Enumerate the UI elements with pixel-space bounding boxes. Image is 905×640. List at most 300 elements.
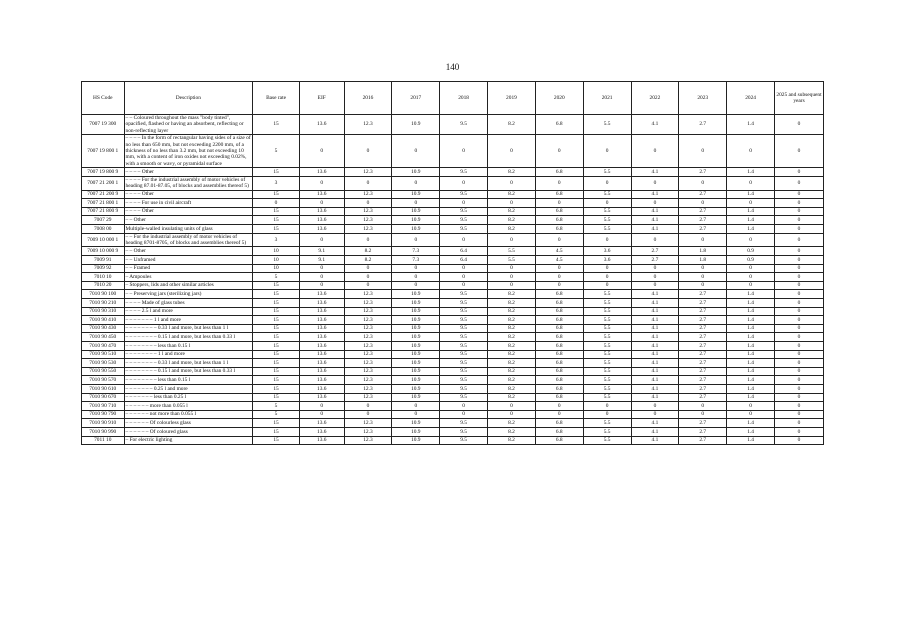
- rate-cell: 0: [488, 176, 536, 190]
- rate-cell: 1.4: [727, 427, 775, 436]
- rate-cell: 2.7: [679, 316, 727, 325]
- rate-cell: 4.1: [631, 436, 679, 445]
- rate-cell: 0: [631, 281, 679, 290]
- rate-cell: 0: [775, 324, 824, 333]
- rate-cell: 13.6: [299, 436, 344, 445]
- rate-cell: 10.9: [392, 359, 440, 368]
- description-cell: – – – – Made of glass tubes: [124, 299, 253, 308]
- rate-cell: 0: [344, 281, 392, 290]
- rate-cell: 0: [775, 410, 824, 419]
- rate-cell: 15: [253, 190, 300, 199]
- rate-cell: 10.9: [392, 367, 440, 376]
- rate-cell: 8.2: [488, 350, 536, 359]
- rate-cell: 5.5: [583, 436, 631, 445]
- rate-cell: 0: [299, 264, 344, 273]
- rate-cell: 0: [775, 190, 824, 199]
- description-cell: – – – – Other: [124, 168, 253, 177]
- rate-cell: 15: [253, 307, 300, 316]
- hs-code-cell: 7010 90 100: [82, 290, 125, 299]
- rate-cell: 8.2: [488, 225, 536, 234]
- rate-cell: 9.1: [299, 247, 344, 256]
- rate-cell: 0: [535, 281, 583, 290]
- rate-cell: 13.6: [299, 350, 344, 359]
- description-cell: – – – – – – – – less than 0.15 l: [124, 341, 253, 350]
- rate-cell: 15: [253, 281, 300, 290]
- rate-cell: 8.2: [344, 247, 392, 256]
- rate-cell: 8.2: [488, 216, 536, 225]
- rate-cell: 4.1: [631, 376, 679, 385]
- description-cell: – – – – – – – 1 l and more: [124, 316, 253, 325]
- rate-cell: 0.9: [727, 256, 775, 265]
- rate-cell: 5.5: [583, 359, 631, 368]
- rate-cell: 2.7: [679, 341, 727, 350]
- rate-cell: 9.5: [440, 190, 488, 199]
- table-row: [82, 247, 824, 256]
- rate-cell: 0: [775, 247, 824, 256]
- rate-cell: 4.1: [631, 225, 679, 234]
- rate-cell: 9.5: [440, 419, 488, 428]
- rate-cell: 15: [253, 299, 300, 308]
- column-header: 2017: [392, 82, 440, 115]
- rate-cell: 10.9: [392, 350, 440, 359]
- hs-code-cell: 7010 90 530: [82, 359, 125, 368]
- rate-cell: 9.5: [440, 367, 488, 376]
- rate-cell: 0: [679, 402, 727, 411]
- rate-cell: 15: [253, 393, 300, 402]
- rate-cell: 5.5: [583, 115, 631, 135]
- rate-cell: 0: [488, 199, 536, 208]
- description-cell: – – – – – – – – less than 0.15 l: [124, 376, 253, 385]
- rate-cell: 0: [679, 281, 727, 290]
- rate-cell: 0: [583, 135, 631, 168]
- rate-cell: 15: [253, 359, 300, 368]
- column-header: HS Code: [82, 82, 125, 115]
- rate-cell: 6.8: [535, 299, 583, 308]
- rate-cell: 4.1: [631, 307, 679, 316]
- description-cell: – – Other: [124, 247, 253, 256]
- rate-cell: 0: [775, 264, 824, 273]
- rate-cell: 10.9: [392, 436, 440, 445]
- table-row: [82, 333, 824, 342]
- rate-cell: 0: [631, 135, 679, 168]
- rate-cell: 12.3: [344, 290, 392, 299]
- rate-cell: 0: [727, 273, 775, 282]
- rate-cell: 8.2: [488, 324, 536, 333]
- rate-cell: 0: [488, 264, 536, 273]
- rate-cell: 13.6: [299, 341, 344, 350]
- rate-cell: 1.4: [727, 393, 775, 402]
- rate-cell: 8.2: [344, 256, 392, 265]
- rate-cell: 10.9: [392, 427, 440, 436]
- rate-cell: 0: [727, 135, 775, 168]
- rate-cell: 13.6: [299, 299, 344, 308]
- rate-cell: 0: [440, 402, 488, 411]
- rate-cell: 12.3: [344, 427, 392, 436]
- rate-cell: 9.5: [440, 393, 488, 402]
- rate-cell: 2.7: [679, 359, 727, 368]
- description-cell: – – – – – – – – 0.15 l and more, but less than 0.33 l: [124, 333, 253, 342]
- rate-cell: 0: [344, 135, 392, 168]
- hs-code-cell: 7010 90 910: [82, 419, 125, 428]
- hs-code-cell: 7007 19 800 9: [82, 168, 125, 177]
- hs-code-cell: 7010 10: [82, 273, 125, 282]
- rate-cell: 9.5: [440, 350, 488, 359]
- rate-cell: 0: [488, 402, 536, 411]
- rate-cell: 2.7: [679, 384, 727, 393]
- rate-cell: 15: [253, 436, 300, 445]
- rate-cell: 0: [775, 225, 824, 234]
- rate-cell: 4.5: [535, 256, 583, 265]
- rate-cell: 0: [775, 359, 824, 368]
- rate-cell: 13.6: [299, 324, 344, 333]
- rate-cell: 8.2: [488, 367, 536, 376]
- rate-cell: 2.7: [679, 207, 727, 216]
- rate-cell: 5: [253, 410, 300, 419]
- description-cell: – – Coloured throughout the mass "body tinted", opacified, flashed or having an absorbent, reflecting or non-reflecting layer: [124, 115, 253, 135]
- column-header: EIF: [299, 82, 344, 115]
- rate-cell: 2.7: [679, 216, 727, 225]
- table-row: [82, 190, 824, 199]
- table-row: [82, 176, 824, 190]
- rate-cell: 1.4: [727, 316, 775, 325]
- rate-cell: 5.5: [583, 290, 631, 299]
- description-cell: – – – – – – not more than 0.055 l: [124, 410, 253, 419]
- hs-code-cell: 7007 21 200 9: [82, 190, 125, 199]
- description-cell: – – – – 2.5 l and more: [124, 307, 253, 316]
- rate-cell: 0: [535, 402, 583, 411]
- rate-cell: 0: [631, 176, 679, 190]
- rate-cell: 1.4: [727, 341, 775, 350]
- rate-cell: 2.7: [679, 190, 727, 199]
- rate-cell: 9.5: [440, 290, 488, 299]
- rate-cell: 0: [679, 135, 727, 168]
- description-cell: – Ampoules: [124, 273, 253, 282]
- table-row: [82, 376, 824, 385]
- rate-cell: 6.8: [535, 427, 583, 436]
- rate-cell: 6.8: [535, 207, 583, 216]
- rate-cell: 5.5: [583, 333, 631, 342]
- description-cell: – – – – In the form of rectangular having sides of a size of no less than 650 mm, but not exceeding 2200 mm, of a thickness of no less than 3.2 mm, but not exceeding 10 mm, with a content of iron oxides not exceeding 0.02%, with a smooth or wavy, or pyramidal surface: [125, 135, 251, 167]
- rate-cell: 0: [775, 199, 824, 208]
- rate-cell: 5.5: [583, 376, 631, 385]
- table-row: [82, 216, 824, 225]
- rate-cell: 0: [583, 233, 631, 247]
- rate-cell: 0: [775, 393, 824, 402]
- rate-cell: 0: [775, 233, 824, 247]
- rate-cell: 3.6: [583, 256, 631, 265]
- hs-code-cell: 7010 20: [82, 281, 125, 290]
- rate-cell: 12.3: [344, 207, 392, 216]
- description-cell: – – – – – – more than 0.055 l: [124, 402, 253, 411]
- rate-cell: 10.9: [392, 190, 440, 199]
- rate-cell: 7.3: [392, 256, 440, 265]
- table-row: [82, 273, 824, 282]
- description-cell: – – – – – – Of coloured glass: [124, 427, 253, 436]
- rate-cell: 0: [488, 233, 536, 247]
- description-cell: – – – – Other: [124, 207, 253, 216]
- hs-code-cell: 7007 21 200 1: [82, 176, 125, 190]
- rate-cell: 0: [727, 281, 775, 290]
- rate-cell: 0: [775, 207, 824, 216]
- table-row: [82, 316, 824, 325]
- rate-cell: 15: [253, 341, 300, 350]
- rate-cell: 0: [392, 402, 440, 411]
- rate-cell: 5.5: [488, 247, 536, 256]
- rate-cell: 6.8: [535, 393, 583, 402]
- rate-cell: 6.8: [535, 115, 583, 135]
- rate-cell: 5.5: [583, 207, 631, 216]
- table-row: [82, 436, 824, 445]
- rate-cell: 6.8: [535, 225, 583, 234]
- rate-cell: 0.9: [727, 247, 775, 256]
- rate-cell: 0: [583, 273, 631, 282]
- rate-cell: 9.5: [440, 324, 488, 333]
- rate-cell: 13.6: [299, 419, 344, 428]
- rate-cell: 0: [775, 176, 824, 190]
- rate-cell: 12.3: [344, 384, 392, 393]
- rate-cell: 5.5: [583, 324, 631, 333]
- description-cell: – – – – – – – 0.25 l and more: [124, 384, 253, 393]
- rate-cell: 6.8: [535, 190, 583, 199]
- rate-cell: 6.8: [535, 419, 583, 428]
- rate-cell: 10.9: [392, 290, 440, 299]
- hs-code-cell: 7010 90 410: [82, 316, 125, 325]
- rate-cell: 10: [253, 247, 300, 256]
- rate-cell: 2.7: [679, 427, 727, 436]
- rate-cell: 8.2: [488, 115, 536, 135]
- rate-cell: 6.8: [535, 316, 583, 325]
- rate-cell: 9.5: [440, 316, 488, 325]
- table-row: [82, 393, 824, 402]
- hs-code-cell: 7010 90 610: [82, 384, 125, 393]
- rate-cell: 8.2: [488, 168, 536, 177]
- rate-cell: 0: [583, 410, 631, 419]
- rate-cell: 8.2: [488, 419, 536, 428]
- table-row: [82, 225, 824, 234]
- hs-code-cell: 7007 19 300: [82, 115, 125, 135]
- rate-cell: 2.7: [679, 307, 727, 316]
- rate-cell: 9.5: [440, 333, 488, 342]
- rate-cell: 0: [392, 273, 440, 282]
- rate-cell: 0: [392, 264, 440, 273]
- rate-cell: 8.2: [488, 376, 536, 385]
- hs-code-cell: 7011 10: [82, 436, 125, 445]
- rate-cell: 0: [535, 176, 583, 190]
- rate-cell: 0: [583, 176, 631, 190]
- rate-cell: 12.3: [344, 436, 392, 445]
- rate-cell: 0: [392, 233, 440, 247]
- rate-cell: 10.9: [392, 299, 440, 308]
- rate-cell: 0: [583, 281, 631, 290]
- rate-cell: 0: [679, 264, 727, 273]
- rate-cell: 0: [727, 410, 775, 419]
- rate-cell: 0: [344, 176, 392, 190]
- rate-cell: 8.2: [488, 290, 536, 299]
- rate-cell: 4.5: [535, 247, 583, 256]
- column-header: Description: [124, 82, 253, 115]
- rate-cell: 0: [727, 402, 775, 411]
- rate-cell: 0: [344, 402, 392, 411]
- table-row: [82, 402, 824, 411]
- column-header: 2019: [488, 82, 536, 115]
- rate-cell: 1.4: [727, 299, 775, 308]
- rate-cell: 13.6: [299, 207, 344, 216]
- rate-cell: 0: [775, 216, 824, 225]
- description-cell: – – Preserving jars (sterilizing jars): [124, 290, 253, 299]
- rate-cell: 0: [775, 341, 824, 350]
- rate-cell: 1.4: [727, 384, 775, 393]
- description-cell: – – – – – – Of colourless glass: [124, 419, 253, 428]
- rate-cell: 6.8: [535, 333, 583, 342]
- rate-cell: 5.5: [583, 225, 631, 234]
- rate-cell: 3.6: [583, 247, 631, 256]
- rate-cell: 10.9: [392, 333, 440, 342]
- rate-cell: 1.4: [727, 115, 775, 135]
- rate-cell: 12.3: [344, 216, 392, 225]
- rate-cell: 2.7: [631, 256, 679, 265]
- rate-cell: 1.4: [727, 324, 775, 333]
- rate-cell: 8.2: [488, 190, 536, 199]
- rate-cell: 15: [253, 207, 300, 216]
- table-row: [82, 350, 824, 359]
- rate-cell: 0: [631, 264, 679, 273]
- hs-code-cell: 7010 90 790: [82, 410, 125, 419]
- rate-cell: 0: [535, 273, 583, 282]
- rate-cell: 8.2: [488, 359, 536, 368]
- column-header: 2022: [631, 82, 679, 115]
- rate-cell: 6.8: [535, 350, 583, 359]
- rate-cell: 4.1: [631, 384, 679, 393]
- column-header: 2024: [727, 82, 775, 115]
- column-header: 2021: [583, 82, 631, 115]
- rate-cell: 9.5: [440, 384, 488, 393]
- column-header: Base rate: [253, 82, 300, 115]
- rate-cell: 6.8: [535, 324, 583, 333]
- rate-cell: 8.2: [488, 436, 536, 445]
- rate-cell: 5.5: [583, 299, 631, 308]
- rate-cell: 5.5: [583, 419, 631, 428]
- rate-cell: 10.9: [392, 393, 440, 402]
- rate-cell: 0: [392, 176, 440, 190]
- rate-cell: 0: [775, 427, 824, 436]
- rate-cell: 13.6: [299, 367, 344, 376]
- rate-cell: 0: [775, 436, 824, 445]
- rate-cell: 0: [775, 115, 824, 135]
- rate-cell: 13.6: [299, 333, 344, 342]
- table-row: [82, 427, 824, 436]
- rate-cell: 15: [253, 216, 300, 225]
- rate-cell: 8.2: [488, 333, 536, 342]
- rate-cell: 1.4: [727, 436, 775, 445]
- rate-cell: 15: [253, 290, 300, 299]
- rate-cell: 10.9: [392, 376, 440, 385]
- rate-cell: 0: [392, 135, 440, 168]
- rate-cell: 5.5: [583, 393, 631, 402]
- rate-cell: 10: [253, 264, 300, 273]
- rate-cell: 15: [253, 384, 300, 393]
- rate-cell: 0: [299, 273, 344, 282]
- rate-cell: 13.6: [299, 393, 344, 402]
- rate-cell: 0: [535, 199, 583, 208]
- rate-cell: 1.8: [679, 256, 727, 265]
- description-cell: – – – – For use in civil aircraft: [124, 199, 253, 208]
- rate-cell: 10: [253, 256, 300, 265]
- rate-cell: 3: [253, 176, 300, 190]
- hs-code-cell: 7010 90 310: [82, 307, 125, 316]
- rate-cell: 10.9: [392, 419, 440, 428]
- hs-code-cell: 7010 90 570: [82, 376, 125, 385]
- hs-code-cell: 7009 92: [82, 264, 125, 273]
- hs-code-cell: 7009 10 000 9: [82, 247, 125, 256]
- rate-cell: 6.4: [440, 256, 488, 265]
- table-row: [82, 367, 824, 376]
- rate-cell: 4.1: [631, 419, 679, 428]
- rate-cell: 5.5: [583, 384, 631, 393]
- rate-cell: 8.2: [488, 393, 536, 402]
- rate-cell: 0: [440, 273, 488, 282]
- rate-cell: 1.4: [727, 333, 775, 342]
- rate-cell: 1.4: [727, 419, 775, 428]
- rate-cell: 15: [253, 367, 300, 376]
- rate-cell: 4.1: [631, 333, 679, 342]
- rate-cell: 4.1: [631, 216, 679, 225]
- rate-cell: 9.5: [440, 341, 488, 350]
- rate-cell: 13.6: [299, 168, 344, 177]
- rate-cell: 13.6: [299, 216, 344, 225]
- rate-cell: 0: [775, 290, 824, 299]
- rate-cell: 0: [679, 233, 727, 247]
- rate-cell: 1.4: [727, 190, 775, 199]
- rate-cell: 0: [775, 168, 824, 177]
- hs-code-cell: 7010 90 990: [82, 427, 125, 436]
- rate-cell: 1.4: [727, 207, 775, 216]
- rate-cell: 0: [679, 410, 727, 419]
- rate-cell: 0: [299, 410, 344, 419]
- rate-cell: 4.1: [631, 367, 679, 376]
- rate-cell: 0: [583, 402, 631, 411]
- column-header: 2025 and subsequent years: [775, 82, 824, 115]
- rate-cell: 12.3: [344, 350, 392, 359]
- rate-cell: 0: [253, 199, 300, 208]
- rate-cell: 0: [775, 402, 824, 411]
- rate-cell: 12.3: [344, 376, 392, 385]
- rate-cell: 5: [253, 135, 300, 168]
- rate-cell: 0: [775, 367, 824, 376]
- rate-cell: 2.7: [631, 247, 679, 256]
- rate-cell: 12.3: [344, 299, 392, 308]
- table-row: [82, 207, 824, 216]
- rate-cell: 8.2: [488, 316, 536, 325]
- rate-cell: 0: [299, 281, 344, 290]
- rate-cell: 0: [440, 233, 488, 247]
- rate-cell: 0: [299, 233, 344, 247]
- rate-cell: 0: [344, 233, 392, 247]
- rate-cell: 13.6: [299, 290, 344, 299]
- rate-cell: 1.4: [727, 225, 775, 234]
- table-row: [82, 199, 824, 208]
- rate-cell: 9.1: [299, 256, 344, 265]
- rate-cell: 2.7: [679, 290, 727, 299]
- rate-cell: 2.7: [679, 225, 727, 234]
- rate-cell: 0: [679, 273, 727, 282]
- rate-cell: 0: [344, 410, 392, 419]
- table-row: [82, 256, 824, 265]
- rate-cell: 0: [631, 199, 679, 208]
- hs-code-cell: 7010 90 510: [82, 350, 125, 359]
- rate-cell: 0: [775, 281, 824, 290]
- rate-cell: 5.5: [583, 316, 631, 325]
- hs-code-cell: 7010 90 430: [82, 324, 125, 333]
